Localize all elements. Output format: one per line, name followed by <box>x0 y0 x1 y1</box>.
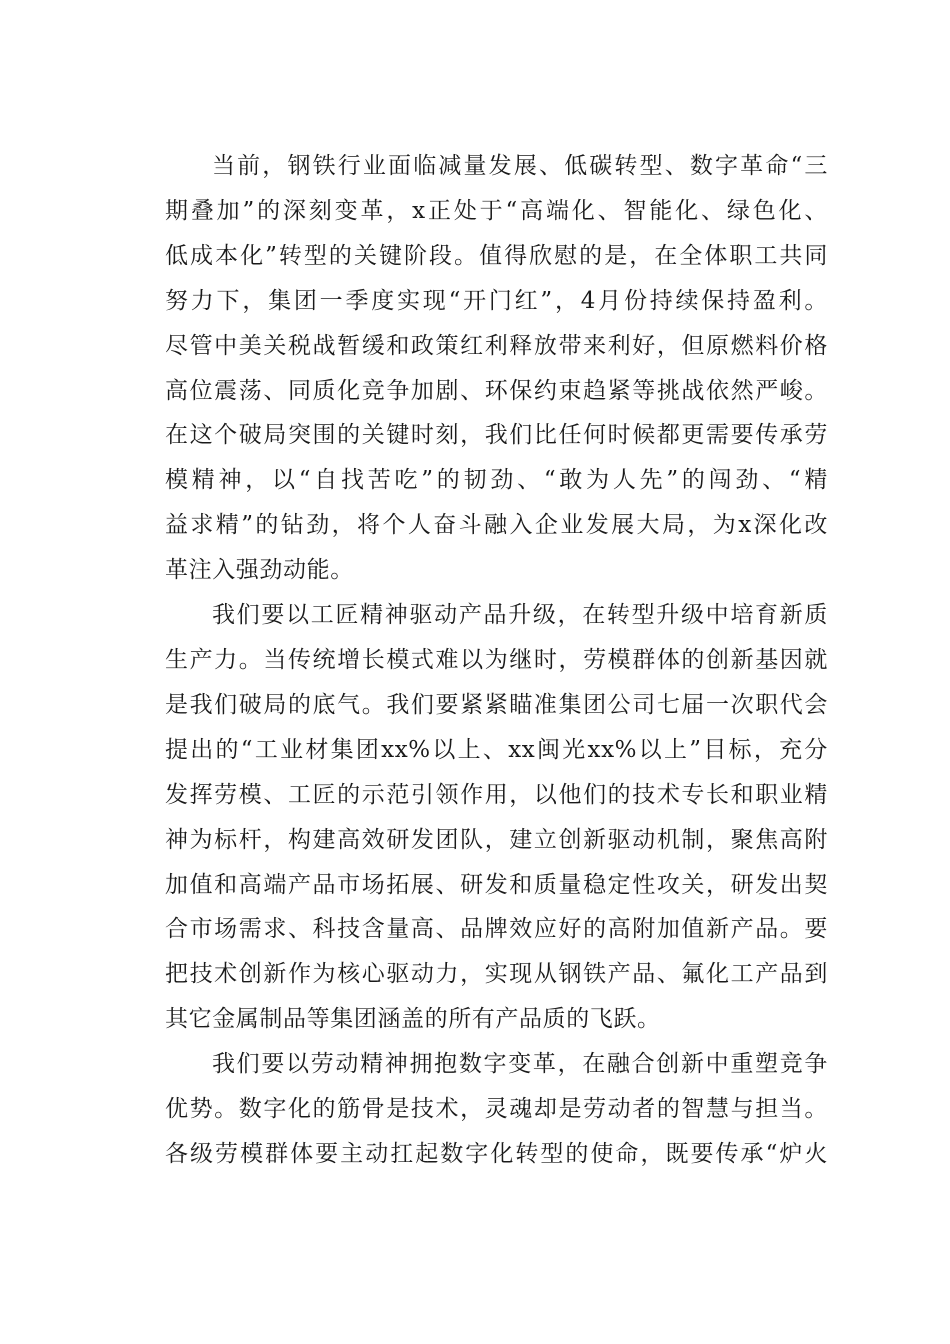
text-line: 各级劳模群体要主动扛起数字化转型的使命，既要传承“炉火 <box>165 1140 828 1167</box>
text-line: 提出的“工业材集团xx%以上、xx闽光xx%以上”目标，充分 <box>165 736 828 763</box>
paragraph-3 <box>118 1042 828 1177</box>
text-line: 在这个破局突围的关键时刻，我们比任何时候都更需要传承劳 <box>165 422 828 449</box>
text-line: 模精神，以“自找苦吃”的韧劲、“敢为人先”的闯劲、“精 <box>165 467 828 494</box>
text-line: 当前，钢铁行业面临减量发展、低碳转型、数字革命“三 <box>212 153 828 179</box>
text-line: 益求精”的钻劲，将个人奋斗融入企业发展大局，为x深化改 <box>165 512 828 539</box>
text-line: 合市场需求、科技含量高、品牌效应好的高附加值新产品。要 <box>165 916 828 943</box>
text-line: 其它金属制品等集团涵盖的所有产品质的飞跃。 <box>165 1006 661 1033</box>
text-line: 尽管中美关税战暂缓和政策红利释放带来利好，但原燃料价格 <box>165 332 828 359</box>
text-line: 加值和高端产品市场拓展、研发和质量稳定性攻关，研发出契 <box>165 871 828 898</box>
text-line: 高位震荡、同质化竞争加剧、环保约束趋紧等挑战依然严峻。 <box>165 377 828 404</box>
paragraph-2 <box>118 593 828 1042</box>
text-line: 努力下，集团一季度实现“开门红”，4月份持续保持盈利。 <box>165 287 828 314</box>
text-line: 发挥劳模、工匠的示范引领作用，以他们的技术专长和职业精 <box>165 781 828 808</box>
text-line: 神为标杆，构建高效研发团队，建立创新驱动机制，聚焦高附 <box>165 826 828 853</box>
text-line: 把技术创新作为核心驱动力，实现从钢铁产品、氟化工产品到 <box>165 961 828 988</box>
text-line: 期叠加”的深刻变革，x正处于“高端化、智能化、绿色化、 <box>165 197 828 224</box>
text-line: 低成本化”转型的关键阶段。值得欣慰的是，在全体职工共同 <box>165 242 828 269</box>
text-line: 生产力。当传统增长模式难以为继时，劳模群体的创新基因就 <box>165 646 828 673</box>
text-line: 是我们破局的底气。我们要紧紧瞄准集团公司七届一次职代会 <box>165 691 828 718</box>
text-line: 我们要以劳动精神拥抱数字变革，在融合创新中重塑竞争 <box>212 1051 828 1078</box>
paragraph-1 <box>118 144 828 593</box>
body-text <box>118 144 828 1177</box>
text-line: 优势。数字化的筋骨是技术，灵魂却是劳动者的智慧与担当。 <box>165 1096 828 1123</box>
text-line: 我们要以工匠精神驱动产品升级，在转型升级中培育新质 <box>212 602 828 629</box>
text-line: 革注入强劲动能。 <box>165 557 354 584</box>
